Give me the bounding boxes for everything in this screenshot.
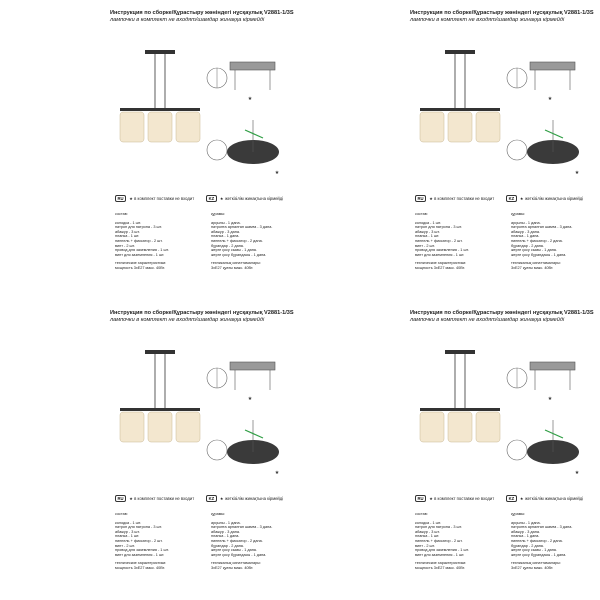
contents-heading-kz: құрамы: (511, 212, 526, 216)
contents-item: планка - 1 шт. (115, 534, 140, 539)
lang-note-ru-text: в комплект поставки не входит (134, 196, 195, 201)
contents-item: абажур - 3 дана. (511, 229, 540, 234)
spec-text-kz: 3xE27 қуаты макс. 40Вт. (511, 565, 554, 570)
contents-ru (115, 512, 195, 571)
lang-note-kz (206, 495, 283, 502)
lamp-shade-middle (148, 412, 172, 442)
contents-item: абажур - 3 шт. (415, 529, 440, 534)
star-icon: ★ (429, 196, 433, 201)
ceiling-canopy (445, 50, 475, 54)
title-text: Инструкция по сборке/Құрастыру жөніндегі нұсқаулық V2881-1/3S (410, 310, 594, 316)
contents-item: жерге қосу бұрандасы - 1 дана. (211, 252, 267, 257)
lamp-illustration (415, 350, 505, 460)
contents-item: винт для заземления - 1 шт. (115, 552, 165, 557)
mount-diagram-bottom (205, 410, 290, 480)
contents-heading-ru: состав: (115, 212, 128, 216)
lamp-bar (120, 108, 200, 111)
mount-diagram-top (205, 50, 290, 105)
star-icon: ★ (219, 496, 224, 501)
contents-item: винт для заземления - 1 шт. (115, 252, 165, 257)
svg-text:★: ★ (574, 470, 580, 476)
svg-text:★: ★ (274, 170, 280, 176)
detail-circle (507, 140, 527, 160)
lamp-shade-middle (148, 112, 172, 142)
contents-item: арқылы - 1 дана. (511, 520, 541, 525)
contents-item: ниппель + фиксатор - 2 дана. (511, 538, 563, 543)
contents-heading-ru: состав: (415, 212, 428, 216)
star-icon: ★ (129, 496, 133, 501)
contents-item: провод для заземления - 1 шт. (415, 248, 469, 253)
contents-item: жерге қосу сымы - 1 дана. (211, 548, 257, 553)
lamp-shade-right (476, 412, 500, 442)
language-notes (415, 495, 600, 502)
spec-heading-kz: техникалық сипаттамалары: (511, 561, 561, 566)
detail-circle (207, 140, 227, 160)
contents-item: ниппель + фиксатор - 2 шт. (415, 538, 463, 543)
ground-wire (545, 130, 563, 138)
lamp-shade-left (420, 412, 444, 442)
lang-badge-kz: KZ (206, 195, 217, 202)
lamp-shade-left (120, 112, 144, 142)
contents-item: абажур - 3 дана. (211, 229, 240, 234)
contents-item: жерге қосу бұрандасы - 1 дана. (511, 552, 567, 557)
instruction-title (410, 310, 600, 324)
mount-diagram-top (205, 350, 290, 405)
contents-item: планка - 1 дана. (211, 234, 240, 239)
instruction-title (110, 310, 300, 324)
contents-ru (115, 212, 195, 271)
spec-heading-ru: технические характеристики: (115, 261, 167, 266)
lang-note-kz (506, 195, 583, 202)
contents-item: арқылы - 1 дана. (511, 220, 541, 225)
contents-heading-kz: құрамы: (511, 512, 526, 516)
contents-item: патрон для патрона - 3 шт. (415, 225, 462, 230)
star-icon: ★ (129, 196, 133, 201)
subtitle-text: лампочки в комплект не входят/шамдар жинаққа кірмейді (110, 317, 265, 323)
contents-item: винт - 2 шт. (115, 543, 135, 548)
instruction-panel (300, 300, 600, 600)
lang-badge-ru: RU (115, 495, 126, 502)
star-icon: ★ (519, 196, 524, 201)
contents-item: планка - 1 шт. (415, 534, 440, 539)
contents-item: провод для заземления - 1 шт. (415, 548, 469, 553)
contents-item: патронға арналған шамға - 3 дана. (511, 525, 573, 530)
lamp-shade-left (120, 412, 144, 442)
spec-text-ru: мощность 3xE27 макс. 40Вт. (415, 565, 465, 570)
spec-heading-kz: техникалық сипаттамалары: (211, 561, 261, 566)
lang-badge-kz: KZ (506, 495, 517, 502)
title-text: Инструкция по сборке/Құрастыру жөніндегі нұсқаулық V2881-1/3S (410, 10, 594, 16)
contents-item: жерге қосу бұрандасы - 1 дана. (211, 552, 267, 557)
mount-diagram-top (505, 50, 590, 105)
lang-note-ru (115, 495, 194, 502)
spec-text-ru: мощность 3xE27 макс. 40Вт. (115, 565, 165, 570)
instruction-title (110, 10, 300, 24)
contents-item: ниппель + фиксатор - 2 дана. (211, 238, 263, 243)
lamp-illustration (415, 50, 505, 160)
contents-item: бұрандар - 2 дана. (211, 243, 244, 248)
lang-note-ru-text: в комплект поставки не входит (434, 196, 495, 201)
detail-circle (207, 440, 227, 460)
contents-columns (415, 212, 600, 271)
contents-item: абажур - 3 дана. (511, 529, 540, 534)
contents-item: винт - 2 шт. (115, 243, 135, 248)
lang-note-ru (115, 195, 194, 202)
contents-columns (415, 512, 600, 571)
contents-item: патронға арналған шамға - 3 дана. (211, 225, 273, 230)
spec-text-kz: 3xE27 қуаты макс. 40Вт. (211, 265, 254, 270)
lang-note-ru-text: в комплект поставки не входит (134, 496, 195, 501)
contents-kz (211, 512, 291, 571)
contents-kz (511, 512, 591, 571)
star-icon: ★ (219, 196, 224, 201)
star-icon: ★ (429, 496, 433, 501)
ceiling-canopy (145, 350, 175, 354)
contents-item: винт - 2 шт. (415, 543, 435, 548)
contents-item: жерге қосу сымы - 1 дана. (211, 248, 257, 253)
contents-heading-ru: состав: (115, 512, 128, 516)
lang-note-kz (506, 495, 583, 502)
mount-diagram-bottom (205, 110, 290, 180)
spec-text-ru: мощность 3xE27 макс. 40Вт. (115, 265, 165, 270)
spec-text-kz: 3xE27 қуаты макс. 40Вт. (511, 265, 554, 270)
contents-item: бұрандар - 2 дана. (511, 243, 544, 248)
contents-item: абажур - 3 шт. (415, 229, 440, 234)
lang-note-kz-text: жеткізілім жинақтына кірмейді (524, 496, 584, 501)
contents-item: планка - 1 дана. (511, 534, 540, 539)
lang-note-kz-text: жеткізілім жинақтына кірмейді (524, 196, 584, 201)
contents-item: ниппель + фиксатор - 2 шт. (415, 238, 463, 243)
contents-item: планка - 1 шт. (115, 234, 140, 239)
mounting-plate (230, 362, 275, 370)
svg-text:★: ★ (274, 470, 280, 476)
lang-note-ru-text: в комплект поставки не входит (434, 496, 495, 501)
spec-heading-kz: техникалық сипаттамалары: (211, 261, 261, 266)
mounting-plate (230, 62, 275, 70)
mount-diagram-top (505, 350, 590, 405)
spec-heading-ru: технические характеристики: (415, 561, 467, 566)
contents-item: планка - 1 дана. (211, 534, 240, 539)
subtitle-text: лампочки в комплект не входят/шамдар жинаққа кірмейді (410, 317, 565, 323)
contents-item: колодка - 1 шт. (115, 220, 142, 225)
contents-item: патронға арналған шамға - 3 дана. (511, 225, 573, 230)
mounting-plate (530, 362, 575, 370)
contents-item: винт - 2 шт. (415, 243, 435, 248)
contents-heading-kz: құрамы: (211, 212, 226, 216)
lang-note-ru (415, 195, 494, 202)
lang-note-kz (206, 195, 283, 202)
contents-item: колодка - 1 шт. (115, 520, 142, 525)
lang-badge-ru: RU (415, 195, 426, 202)
lamp-shade-right (476, 112, 500, 142)
contents-item: колодка - 1 шт. (415, 220, 442, 225)
contents-item: винт для заземления - 1 шт. (415, 552, 465, 557)
instruction-panel (0, 300, 300, 600)
lamp-shade-left (420, 112, 444, 142)
title-text: Инструкция по сборке/Құрастыру жөніндегі нұсқаулық V2881-1/3S (110, 10, 294, 16)
contents-item: планка - 1 шт. (415, 234, 440, 239)
contents-heading-kz: құрамы: (211, 512, 226, 516)
contents-ru (415, 212, 495, 271)
contents-item: абажур - 3 шт. (115, 529, 140, 534)
lang-badge-kz: KZ (206, 495, 217, 502)
contents-item: ниппель + фиксатор - 2 шт. (115, 538, 163, 543)
instruction-panel (0, 0, 300, 300)
title-text: Инструкция по сборке/Құрастыру жөніндегі нұсқаулық V2881-1/3S (110, 310, 294, 316)
contents-item: ниппель + фиксатор - 2 шт. (115, 238, 163, 243)
contents-item: бұрандар - 2 дана. (511, 543, 544, 548)
contents-item: патронға арналған шамға - 3 дана. (211, 525, 273, 530)
mount-diagram-bottom (505, 410, 590, 480)
lamp-bar (420, 108, 500, 111)
contents-item: патрон для патрона - 3 шт. (415, 525, 462, 530)
star-icon: ★ (519, 496, 524, 501)
spec-heading-ru: технические характеристики: (415, 261, 467, 266)
lang-note-kz-text: жеткізілім жинақтына кірмейді (224, 196, 284, 201)
contents-item: жерге қосу сымы - 1 дана. (511, 248, 557, 253)
ground-wire (245, 130, 263, 138)
instruction-panel (300, 0, 600, 300)
lang-badge-ru: RU (115, 195, 126, 202)
svg-text:★: ★ (574, 170, 580, 176)
spec-text-kz: 3xE27 қуаты макс. 40Вт. (211, 565, 254, 570)
contents-kz (211, 212, 291, 271)
contents-item: провод для заземления - 1 шт. (115, 248, 169, 253)
lang-note-kz-text: жеткізілім жинақтына кірмейді (224, 496, 284, 501)
language-notes (115, 195, 300, 202)
contents-item: колодка - 1 шт. (415, 520, 442, 525)
contents-item: абажур - 3 шт. (115, 229, 140, 234)
spec-heading-ru: технические характеристики: (115, 561, 167, 566)
lamp-illustration (115, 350, 205, 460)
contents-item: жерге қосу бұрандасы - 1 дана. (511, 252, 567, 257)
contents-item: провод для заземления - 1 шт. (115, 548, 169, 553)
instruction-title (410, 10, 600, 24)
lamp-shade-middle (448, 112, 472, 142)
ground-wire (245, 430, 263, 438)
lamp-bar (420, 408, 500, 411)
lamp-shade-right (176, 112, 200, 142)
contents-item: бұрандар - 2 дана. (211, 543, 244, 548)
contents-item: патрон для патрона - 3 шт. (115, 525, 162, 530)
lang-badge-ru: RU (415, 495, 426, 502)
language-notes (415, 195, 600, 202)
ceiling-canopy (145, 50, 175, 54)
lamp-shade-right (176, 412, 200, 442)
subtitle-text: лампочки в комплект не входят/шамдар жинаққа кірмейді (410, 17, 565, 23)
svg-text:★: ★ (247, 396, 253, 402)
contents-item: патрон для патрона - 3 шт. (115, 225, 162, 230)
contents-item: абажур - 3 дана. (211, 529, 240, 534)
language-notes (115, 495, 300, 502)
contents-columns (115, 212, 300, 271)
ground-wire (545, 430, 563, 438)
contents-item: планка - 1 дана. (511, 234, 540, 239)
contents-kz (511, 212, 591, 271)
contents-heading-ru: состав: (415, 512, 428, 516)
detail-circle (507, 440, 527, 460)
lamp-illustration (115, 50, 205, 160)
spec-text-ru: мощность 3xE27 макс. 40Вт. (415, 265, 465, 270)
contents-columns (115, 512, 300, 571)
contents-item: арқылы - 1 дана. (211, 520, 241, 525)
contents-item: арқылы - 1 дана. (211, 220, 241, 225)
svg-text:★: ★ (247, 96, 253, 102)
spec-heading-kz: техникалық сипаттамалары: (511, 261, 561, 266)
contents-item: жерге қосу сымы - 1 дана. (511, 548, 557, 553)
lamp-shade-middle (448, 412, 472, 442)
contents-item: винт для заземления - 1 шт. (415, 252, 465, 257)
mount-diagram-bottom (505, 110, 590, 180)
contents-item: ниппель + фиксатор - 2 дана. (511, 238, 563, 243)
lang-badge-kz: KZ (506, 195, 517, 202)
mounting-plate (530, 62, 575, 70)
contents-item: ниппель + фиксатор - 2 дана. (211, 538, 263, 543)
contents-ru (415, 512, 495, 571)
lang-note-ru (415, 495, 494, 502)
ceiling-canopy (445, 350, 475, 354)
svg-text:★: ★ (547, 96, 553, 102)
subtitle-text: лампочки в комплект не входят/шамдар жинаққа кірмейді (110, 17, 265, 23)
lamp-bar (120, 408, 200, 411)
svg-text:★: ★ (547, 396, 553, 402)
